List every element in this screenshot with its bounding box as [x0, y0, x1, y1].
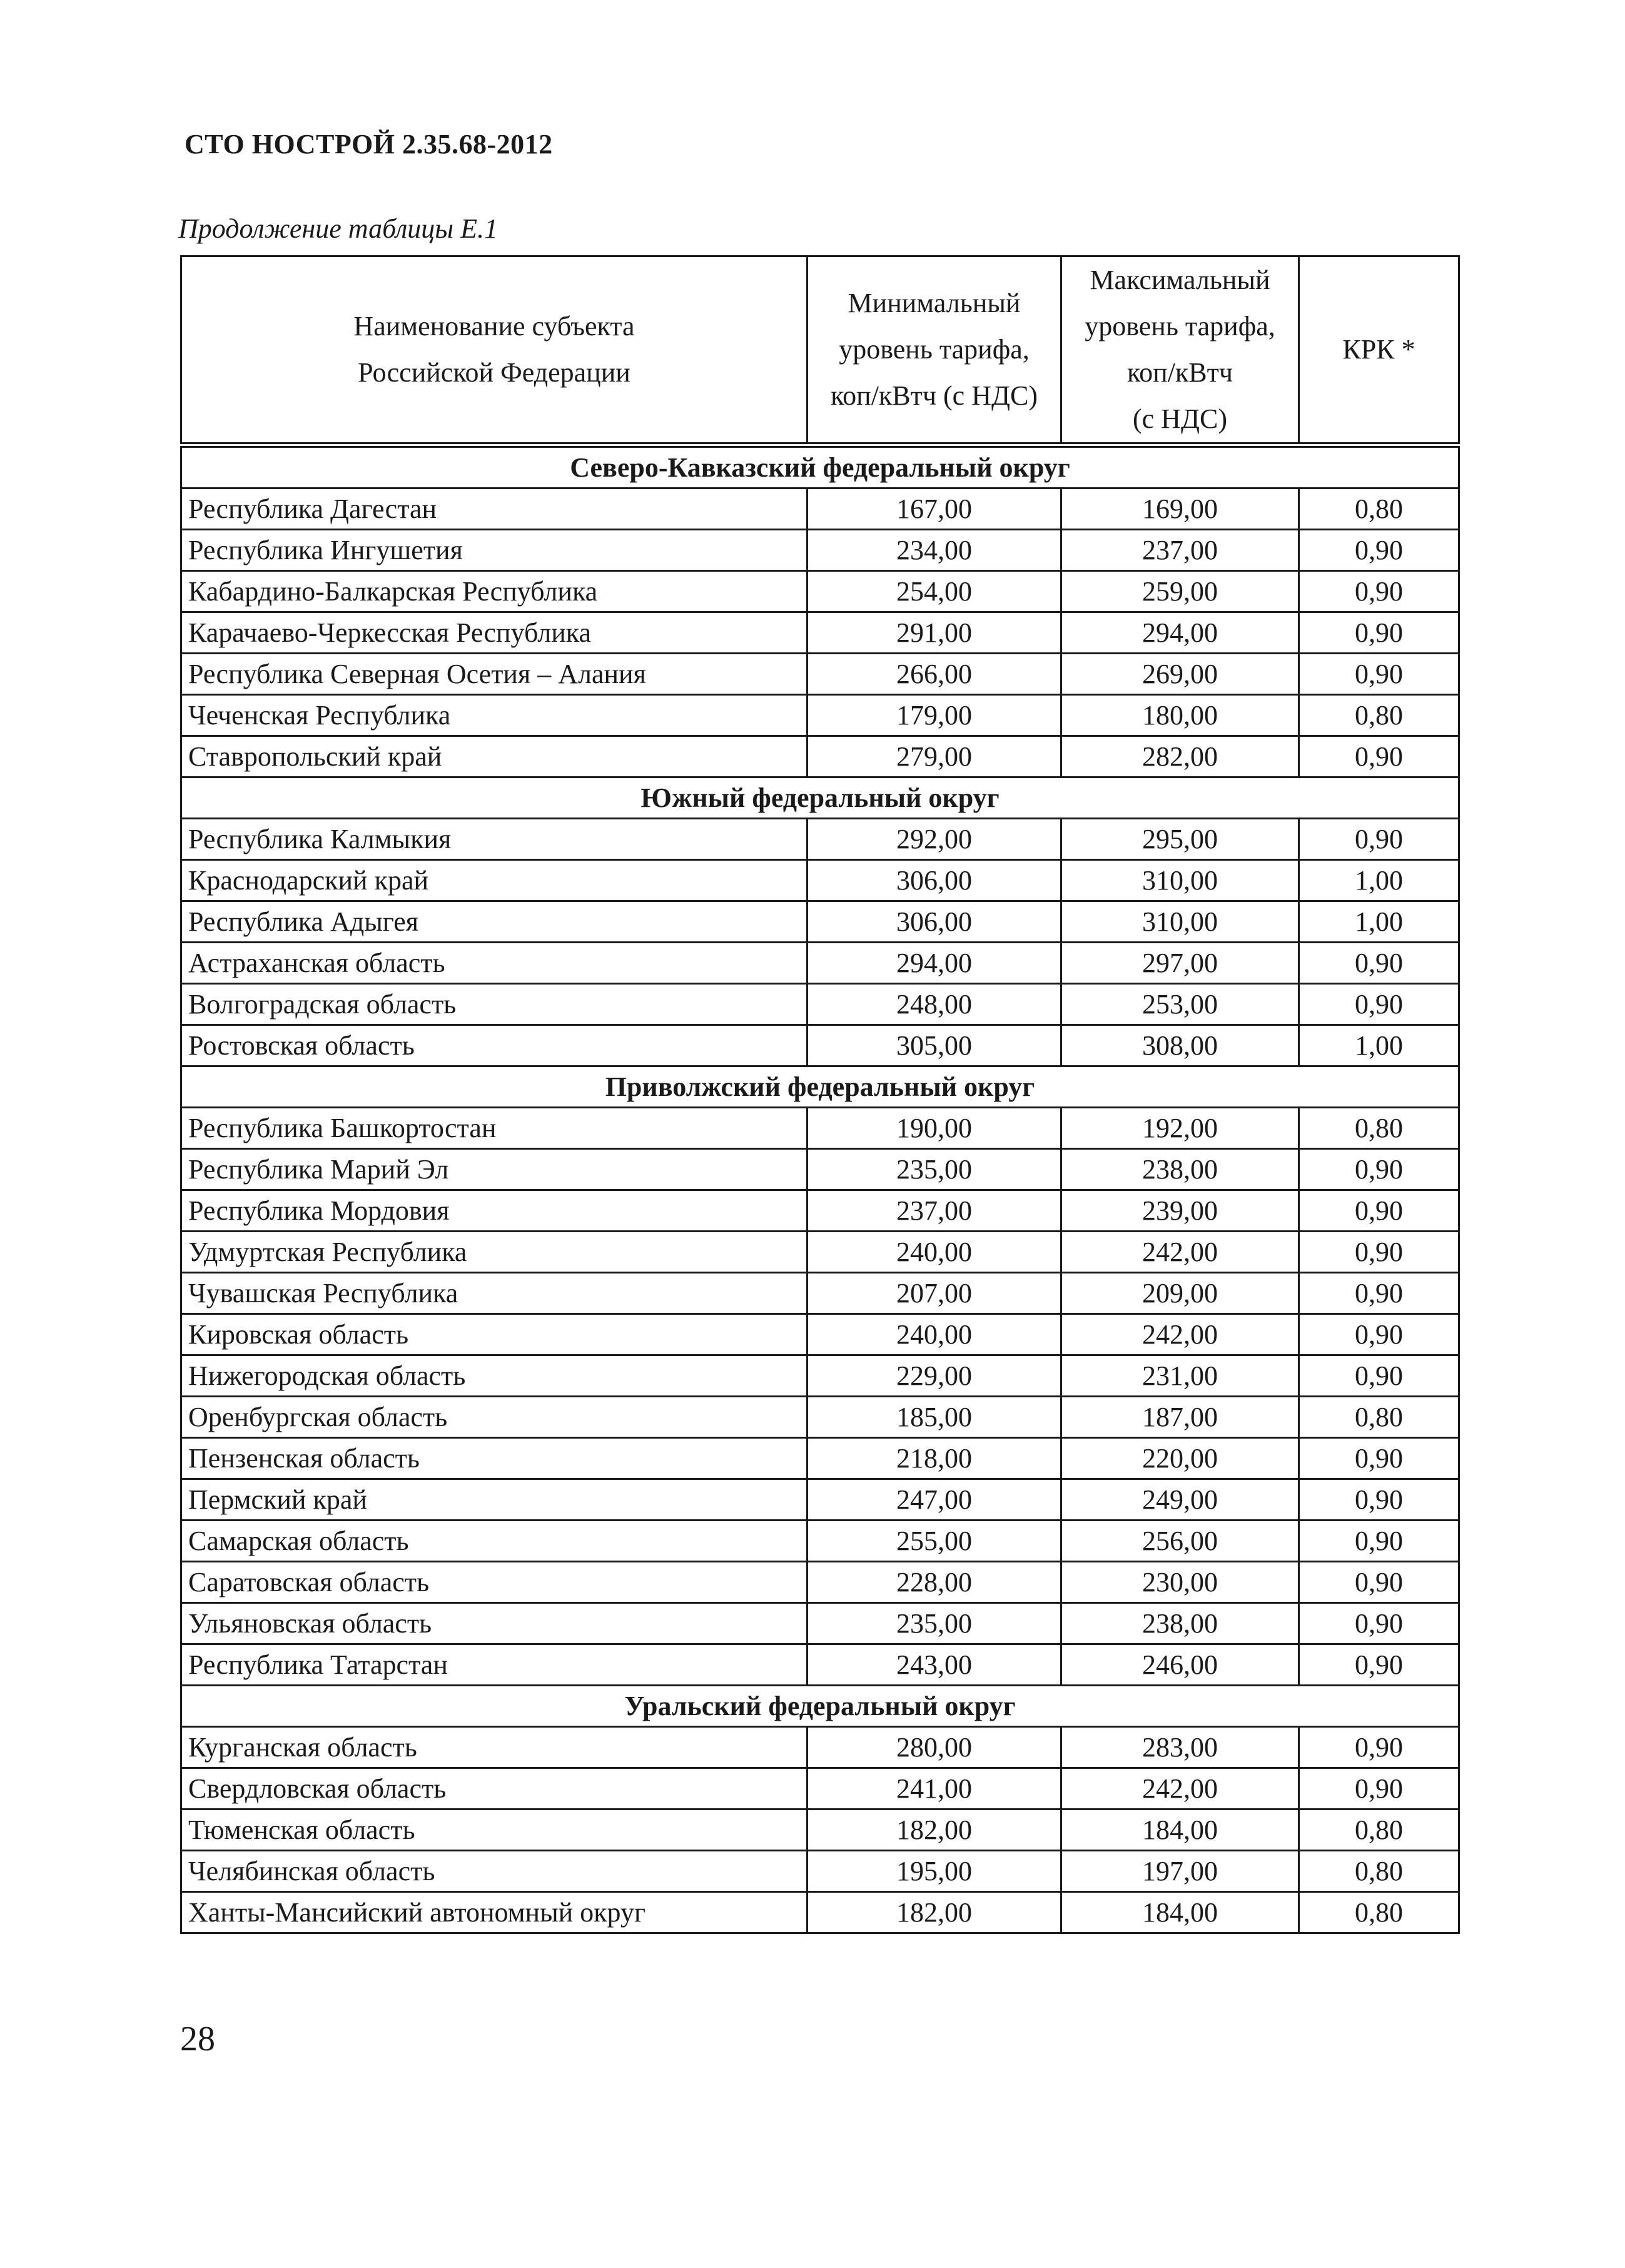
max-tariff-cell: 180,00 — [1061, 695, 1299, 736]
section-title: Южный федеральный округ — [181, 777, 1459, 819]
min-tariff-cell: 279,00 — [807, 736, 1061, 777]
max-tariff-cell: 253,00 — [1061, 984, 1299, 1025]
krk-cell: 0,80 — [1299, 1108, 1459, 1149]
max-tariff-cell: 294,00 — [1061, 612, 1299, 654]
section-title: Приволжский федеральный округ — [181, 1066, 1459, 1108]
max-tariff-cell: 238,00 — [1061, 1149, 1299, 1190]
max-tariff-cell: 256,00 — [1061, 1521, 1299, 1562]
max-tariff-cell: 310,00 — [1061, 901, 1299, 943]
max-tariff-cell: 238,00 — [1061, 1603, 1299, 1644]
min-tariff-cell: 254,00 — [807, 571, 1061, 612]
min-tariff-cell: 306,00 — [807, 860, 1061, 901]
min-tariff-cell: 207,00 — [807, 1273, 1061, 1314]
krk-cell: 0,80 — [1299, 1851, 1459, 1892]
subject-name-cell: Пензенская область — [181, 1438, 807, 1479]
header-line: (с НДС) — [1133, 403, 1227, 434]
krk-cell: 0,90 — [1299, 1355, 1459, 1397]
table-header-row — [181, 256, 1459, 445]
max-tariff-cell: 249,00 — [1061, 1479, 1299, 1521]
min-tariff-cell: 240,00 — [807, 1314, 1061, 1355]
header-line: уровень тарифа, — [1085, 311, 1275, 342]
krk-cell: 0,80 — [1299, 489, 1459, 530]
table-row — [181, 530, 1459, 571]
section-title: Северо-Кавказский федеральный округ — [181, 445, 1459, 489]
krk-cell: 0,90 — [1299, 1232, 1459, 1273]
header-line: коп/кВтч — [1127, 357, 1233, 388]
subject-name-cell: Пермский край — [181, 1479, 807, 1521]
krk-cell: 1,00 — [1299, 860, 1459, 901]
document-code: СТО НОСТРОЙ 2.35.68-2012 — [185, 129, 553, 159]
subject-name-cell: Краснодарский край — [181, 860, 807, 901]
header-line: коп/кВтч (с НДС) — [831, 380, 1038, 411]
min-tariff-cell: 247,00 — [807, 1479, 1061, 1521]
max-tariff-cell: 242,00 — [1061, 1232, 1299, 1273]
max-tariff-cell: 220,00 — [1061, 1438, 1299, 1479]
subject-name-cell: Республика Дагестан — [181, 489, 807, 530]
table-row — [181, 1810, 1459, 1851]
table-row — [181, 984, 1459, 1025]
table-row — [181, 654, 1459, 695]
krk-cell: 0,90 — [1299, 1644, 1459, 1686]
max-tariff-cell: 310,00 — [1061, 860, 1299, 901]
krk-cell: 0,90 — [1299, 1562, 1459, 1603]
krk-cell: 0,90 — [1299, 984, 1459, 1025]
subject-name-cell: Удмуртская Республика — [181, 1232, 807, 1273]
max-tariff-cell: 259,00 — [1061, 571, 1299, 612]
min-tariff-cell: 243,00 — [807, 1644, 1061, 1686]
min-tariff-cell: 266,00 — [807, 654, 1061, 695]
max-tariff-cell: 283,00 — [1061, 1727, 1299, 1768]
table-row — [181, 1603, 1459, 1644]
min-tariff-cell: 255,00 — [807, 1521, 1061, 1562]
max-tariff-cell: 187,00 — [1061, 1397, 1299, 1438]
subject-name-cell: Республика Адыгея — [181, 901, 807, 943]
subject-name-cell: Курганская область — [181, 1727, 807, 1768]
table-row — [181, 1521, 1459, 1562]
section-row — [181, 1066, 1459, 1108]
table-row — [181, 695, 1459, 736]
subject-name-cell: Волгоградская область — [181, 984, 807, 1025]
subject-name-cell: Самарская область — [181, 1521, 807, 1562]
krk-cell: 0,90 — [1299, 654, 1459, 695]
krk-cell: 1,00 — [1299, 901, 1459, 943]
table-row — [181, 943, 1459, 984]
krk-cell: 0,90 — [1299, 1314, 1459, 1355]
subject-name-cell: Оренбургская область — [181, 1397, 807, 1438]
krk-cell: 0,90 — [1299, 1768, 1459, 1810]
min-tariff-cell: 235,00 — [807, 1603, 1061, 1644]
min-tariff-cell: 234,00 — [807, 530, 1061, 571]
krk-cell: 0,90 — [1299, 612, 1459, 654]
table-body — [181, 445, 1459, 1933]
header-min-tariff — [807, 256, 1061, 445]
section-title: Уральский федеральный округ — [181, 1686, 1459, 1727]
min-tariff-cell: 280,00 — [807, 1727, 1061, 1768]
header-line: Российской Федерации — [358, 357, 630, 388]
table-row — [181, 1438, 1459, 1479]
max-tariff-cell: 209,00 — [1061, 1273, 1299, 1314]
max-tariff-cell: 237,00 — [1061, 530, 1299, 571]
header-subject-name — [181, 256, 807, 445]
krk-cell: 0,90 — [1299, 736, 1459, 777]
header-krk: КРК * — [1299, 256, 1459, 445]
table-row — [181, 1108, 1459, 1149]
max-tariff-cell: 197,00 — [1061, 1851, 1299, 1892]
table-row — [181, 1644, 1459, 1686]
min-tariff-cell: 235,00 — [807, 1149, 1061, 1190]
min-tariff-cell: 182,00 — [807, 1892, 1061, 1933]
min-tariff-cell: 185,00 — [807, 1397, 1061, 1438]
table-row — [181, 1232, 1459, 1273]
subject-name-cell: Карачаево-Черкесская Республика — [181, 612, 807, 654]
max-tariff-cell: 169,00 — [1061, 489, 1299, 530]
table-caption: Продолжение таблицы Е.1 — [178, 213, 498, 244]
max-tariff-cell: 231,00 — [1061, 1355, 1299, 1397]
max-tariff-cell: 184,00 — [1061, 1892, 1299, 1933]
min-tariff-cell: 182,00 — [807, 1810, 1061, 1851]
table-row — [181, 1479, 1459, 1521]
header-line: Минимальный — [848, 288, 1021, 318]
min-tariff-cell: 306,00 — [807, 901, 1061, 943]
min-tariff-cell: 167,00 — [807, 489, 1061, 530]
krk-cell: 0,90 — [1299, 530, 1459, 571]
table-row — [181, 1851, 1459, 1892]
subject-name-cell: Саратовская область — [181, 1562, 807, 1603]
max-tariff-cell: 242,00 — [1061, 1314, 1299, 1355]
min-tariff-cell: 218,00 — [807, 1438, 1061, 1479]
table-row — [181, 1727, 1459, 1768]
krk-cell: 0,90 — [1299, 1727, 1459, 1768]
max-tariff-cell: 230,00 — [1061, 1562, 1299, 1603]
subject-name-cell: Республика Башкортостан — [181, 1108, 807, 1149]
table-row — [181, 1768, 1459, 1810]
min-tariff-cell: 237,00 — [807, 1190, 1061, 1232]
table-row — [181, 571, 1459, 612]
krk-cell: 0,80 — [1299, 1397, 1459, 1438]
krk-cell: 0,90 — [1299, 1521, 1459, 1562]
table-row — [181, 1892, 1459, 1933]
subject-name-cell: Ростовская область — [181, 1025, 807, 1066]
subject-name-cell: Республика Мордовия — [181, 1190, 807, 1232]
subject-name-cell: Тюменская область — [181, 1810, 807, 1851]
subject-name-cell: Республика Ингушетия — [181, 530, 807, 571]
table-row — [181, 1355, 1459, 1397]
table-row — [181, 612, 1459, 654]
subject-name-cell: Астраханская область — [181, 943, 807, 984]
min-tariff-cell: 305,00 — [807, 1025, 1061, 1066]
max-tariff-cell: 192,00 — [1061, 1108, 1299, 1149]
table-row — [181, 901, 1459, 943]
table-row — [181, 1562, 1459, 1603]
table-row — [181, 1397, 1459, 1438]
min-tariff-cell: 294,00 — [807, 943, 1061, 984]
min-tariff-cell: 240,00 — [807, 1232, 1061, 1273]
section-row — [181, 445, 1459, 489]
max-tariff-cell: 239,00 — [1061, 1190, 1299, 1232]
min-tariff-cell: 248,00 — [807, 984, 1061, 1025]
tariff-table — [180, 255, 1460, 1934]
max-tariff-cell: 269,00 — [1061, 654, 1299, 695]
table-row — [181, 1149, 1459, 1190]
min-tariff-cell: 229,00 — [807, 1355, 1061, 1397]
min-tariff-cell: 292,00 — [807, 819, 1061, 860]
subject-name-cell: Ульяновская область — [181, 1603, 807, 1644]
min-tariff-cell: 291,00 — [807, 612, 1061, 654]
subject-name-cell: Республика Северная Осетия – Алания — [181, 654, 807, 695]
subject-name-cell: Республика Калмыкия — [181, 819, 807, 860]
header-line: уровень тарифа, — [839, 334, 1030, 365]
table-row — [181, 819, 1459, 860]
min-tariff-cell: 241,00 — [807, 1768, 1061, 1810]
subject-name-cell: Чувашская Республика — [181, 1273, 807, 1314]
subject-name-cell: Республика Марий Эл — [181, 1149, 807, 1190]
max-tariff-cell: 308,00 — [1061, 1025, 1299, 1066]
header-max-tariff — [1061, 256, 1299, 445]
subject-name-cell: Кабардино-Балкарская Республика — [181, 571, 807, 612]
krk-cell: 0,80 — [1299, 695, 1459, 736]
table-row — [181, 1190, 1459, 1232]
subject-name-cell: Нижегородская область — [181, 1355, 807, 1397]
krk-cell: 0,90 — [1299, 1273, 1459, 1314]
subject-name-cell: Челябинская область — [181, 1851, 807, 1892]
krk-cell: 0,80 — [1299, 1810, 1459, 1851]
max-tariff-cell: 297,00 — [1061, 943, 1299, 984]
krk-cell: 0,90 — [1299, 1149, 1459, 1190]
subject-name-cell: Республика Татарстан — [181, 1644, 807, 1686]
max-tariff-cell: 282,00 — [1061, 736, 1299, 777]
page-number: 28 — [180, 2020, 215, 2058]
min-tariff-cell: 179,00 — [807, 695, 1061, 736]
max-tariff-cell: 295,00 — [1061, 819, 1299, 860]
max-tariff-cell: 246,00 — [1061, 1644, 1299, 1686]
header-line: Максимальный — [1090, 265, 1270, 295]
min-tariff-cell: 228,00 — [807, 1562, 1061, 1603]
table-row — [181, 1025, 1459, 1066]
table-row — [181, 1273, 1459, 1314]
table-row — [181, 489, 1459, 530]
min-tariff-cell: 195,00 — [807, 1851, 1061, 1892]
subject-name-cell: Свердловская область — [181, 1768, 807, 1810]
subject-name-cell: Кировская область — [181, 1314, 807, 1355]
section-row — [181, 777, 1459, 819]
krk-cell: 1,00 — [1299, 1025, 1459, 1066]
max-tariff-cell: 242,00 — [1061, 1768, 1299, 1810]
max-tariff-cell: 184,00 — [1061, 1810, 1299, 1851]
section-row — [181, 1686, 1459, 1727]
table-row — [181, 1314, 1459, 1355]
krk-cell: 0,90 — [1299, 1190, 1459, 1232]
krk-cell: 0,80 — [1299, 1892, 1459, 1933]
krk-cell: 0,90 — [1299, 1603, 1459, 1644]
table-row — [181, 736, 1459, 777]
krk-cell: 0,90 — [1299, 943, 1459, 984]
krk-cell: 0,90 — [1299, 1479, 1459, 1521]
header-line: Наименование субъекта — [353, 311, 635, 342]
krk-cell: 0,90 — [1299, 571, 1459, 612]
min-tariff-cell: 190,00 — [807, 1108, 1061, 1149]
krk-cell: 0,90 — [1299, 819, 1459, 860]
subject-name-cell: Ханты-Мансийский автономный округ — [181, 1892, 807, 1933]
subject-name-cell: Ставропольский край — [181, 736, 807, 777]
subject-name-cell: Чеченская Республика — [181, 695, 807, 736]
krk-cell: 0,90 — [1299, 1438, 1459, 1479]
table-row — [181, 860, 1459, 901]
